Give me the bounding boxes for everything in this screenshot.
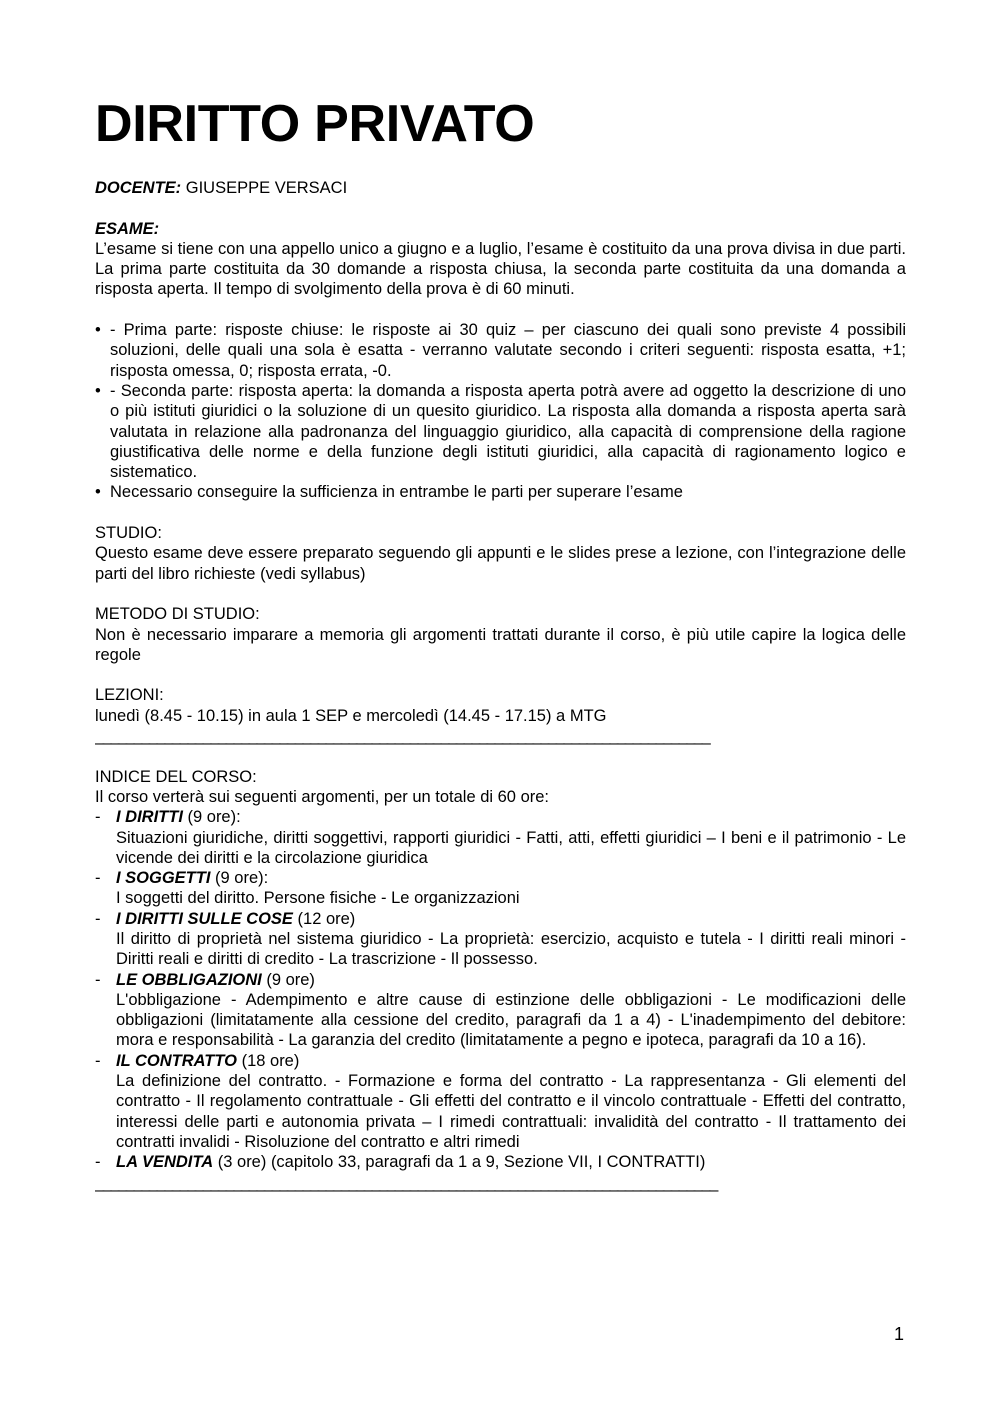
indice-item: - I DIRITTI SULLE COSE (12 ore) Il diritto di proprietà nel sistema giuridico - La proprietà: esercizio, acquisto e tutela - I diritti reali minori - Diritti reali e diritti di credito - La trascrizione - Il possesso. <box>95 909 906 969</box>
indice-item: - IL CONTRATTO (18 ore) La definizione del contratto. - Formazione e forma del contratto - La rappresentanza - Gli elementi del contratto - Il regolamento contrattuale - Gli effetti del contratto e il vincolo contrattuale - Effetti del contratto, interessi delle parti e autonomia privata – I rimedi contrattuali: invalidità del contratto - Il trattamento dei contratti invalidi - Risoluzione del contratto e altri rimedi <box>95 1051 906 1151</box>
indice-item-name: I DIRITTI <box>116 808 183 827</box>
separator-line-bottom: _________________________________________________________________________________ <box>95 1173 717 1192</box>
indice-item: - LA VENDITA (3 ore) (capitolo 33, paragrafi da 1 a 9, Sezione VII, I CONTRATTI) <box>95 1153 706 1172</box>
docente-line <box>95 178 906 198</box>
esame-bullet-list <box>95 320 906 503</box>
esame-label: ESAME: <box>95 219 160 238</box>
indice-label: INDICE DEL CORSO: <box>95 767 257 786</box>
studio-text: Questo esame deve essere preparato seguendo gli appunti e le slides prese a lezione, con l’integrazione delle parti del libro richieste (vedi syllabus) <box>95 544 906 583</box>
document-page <box>95 94 906 1193</box>
separator-line: ________________________________________________________________________________ <box>95 727 710 746</box>
indice-list <box>95 807 906 1172</box>
indice-item-desc: Situazioni giuridiche, diritti soggettivi, rapporti giuridici - Fatti, atti, effetti giuridici – I beni e il patrimonio - Le vicende dei diritti e la circolazione giuridica <box>116 828 906 867</box>
indice-item-desc: Il diritto di proprietà nel sistema giuridico - La proprietà: esercizio, acquisto e tutela - I diritti reali minori - Diritti reali e diritti di credito - La trascrizione - Il possesso. <box>116 929 906 969</box>
esame-intro: L’esame si tiene con una appello unico a giugno e a luglio, l’esame è costituito da una prova divisa in due parti. La prima parte costituita da 30 domande a risposta chiusa, la seconda parte costituita da una domanda a risposta aperta. Il tempo di svolgimento della prova è di 60 minuti. <box>95 239 906 299</box>
docente-value: GIUSEPPE VERSACI <box>185 179 348 197</box>
indice-item: - I SOGGETTI (9 ore): I soggetti del diritto. Persone fisiche - Le organizzazioni <box>95 869 520 908</box>
indice-item-hours: (9 ore): <box>182 808 241 827</box>
esame-bullet: • - Seconda parte: risposta aperta: la domanda a risposta aperta potrà avere ad oggetto la descrizione di uno o più istituti giuridici o la soluzione di un quesito giuridico. La risposta alla domanda a risposta aperta sarà valutata in relazione alla padronanza del linguaggio giuridico, alla capacità di comprensione della ragione giustificativa delle norme e della funzione degli istituti giuridici, alla capacità di ragionamento logico e sistematico. <box>95 381 906 482</box>
indice-item: - I DIRITTI (9 ore): Situazioni giuridiche, diritti soggettivi, rapporti giuridici - Fatti, atti, effetti giuridici – I beni e il patrimonio - Le vicende dei diritti e la circolazione giuridica <box>95 808 906 867</box>
indice-item-name: IL CONTRATTO <box>116 1051 237 1070</box>
lezioni-label: LEZIONI: <box>95 686 164 705</box>
indice-item-desc: L'obbligazione - Adempimento e altre cause di estinzione delle obbligazioni - Le modificazioni delle obbligazioni (limitatamente alla cessione del credito, paragrafi da 1 a 4) - L'inadempimento del debitore: mora e responsabilità - La garanzia del credito (limitatamente a pegno e ipoteca, paragrafi da 10 a 16). <box>116 990 906 1050</box>
metodo-text: Non è necessario imparare a memoria gli argomenti trattati durante il corso, è più utile capire la logica delle regole <box>95 625 906 664</box>
studio-label: STUDIO: <box>95 524 162 543</box>
indice-item-hours: (3 ore) (capitolo 33, paragrafi da 1 a 9, Sezione VII, I CONTRATTI) <box>213 1153 706 1172</box>
indice-item-hours: (9 ore): <box>210 869 269 888</box>
document-title: DIRITTO PRIVATO <box>95 95 535 153</box>
indice-item-name: I SOGGETTI <box>116 869 211 888</box>
indice-item-hours: (12 ore) <box>292 909 356 928</box>
indice-item-desc: La definizione del contratto. - Formazione e forma del contratto - La rappresentanza - Gli elementi del contratto - Il regolamento contrattuale - Gli effetti del contratto e il vincolo contrattuale - Effetti del contratto, interessi delle parti e autonomia privata – I rimedi contrattuali: invalidità del contratto - Il trattamento dei contratti invalidi - Risoluzione del contratto e altri rimedi <box>116 1072 906 1151</box>
indice-item-name: LE OBBLIGAZIONI <box>116 970 262 989</box>
indice-item-name: LA VENDITA <box>116 1153 214 1172</box>
metodo-label: METODO DI STUDIO: <box>95 605 260 624</box>
indice-item-hours: (18 ore) <box>237 1051 300 1070</box>
indice-item: - LE OBBLIGAZIONI (9 ore) L'obbligazione - Adempimento e altre cause di estinzione delle obbligazioni - Le modificazioni delle obbligazioni (limitatamente alla cessione del credito, paragrafi da 1 a 4) - L'inadempimento del debitore: mora e responsabilità - La garanzia del credito (limitatamente a pegno e ipoteca, paragrafi da 10 a 16). <box>95 970 906 1050</box>
lezioni-text: lunedì (8.45 - 10.15) in aula 1 SEP e mercoledì (14.45 - 17.15) a MTG <box>95 706 607 725</box>
page-number: 1 <box>893 1324 904 1344</box>
esame-bullet: • - Prima parte: risposte chiuse: le risposte ai 30 quiz – per ciascuno dei quali sono previste 4 possibili soluzioni, delle quali una sola è esatta - verranno valutate secondo i criteri seguenti: risposta esatta, +1; risposta omessa, 0; risposta errata, -0. <box>95 321 906 380</box>
indice-item-hours: (9 ore) <box>261 970 315 989</box>
indice-item-desc: I soggetti del diritto. Persone fisiche - Le organizzazioni <box>116 889 520 908</box>
indice-intro: Il corso verterà sui seguenti argomenti, per un totale di 60 ore: <box>95 787 549 806</box>
docente-label: DOCENTE: <box>95 179 182 197</box>
indice-item-name: I DIRITTI SULLE COSE <box>116 909 293 928</box>
esame-bullet: • Necessario conseguire la sufficienza in entrambe le parti per superare l’esame <box>95 483 683 502</box>
